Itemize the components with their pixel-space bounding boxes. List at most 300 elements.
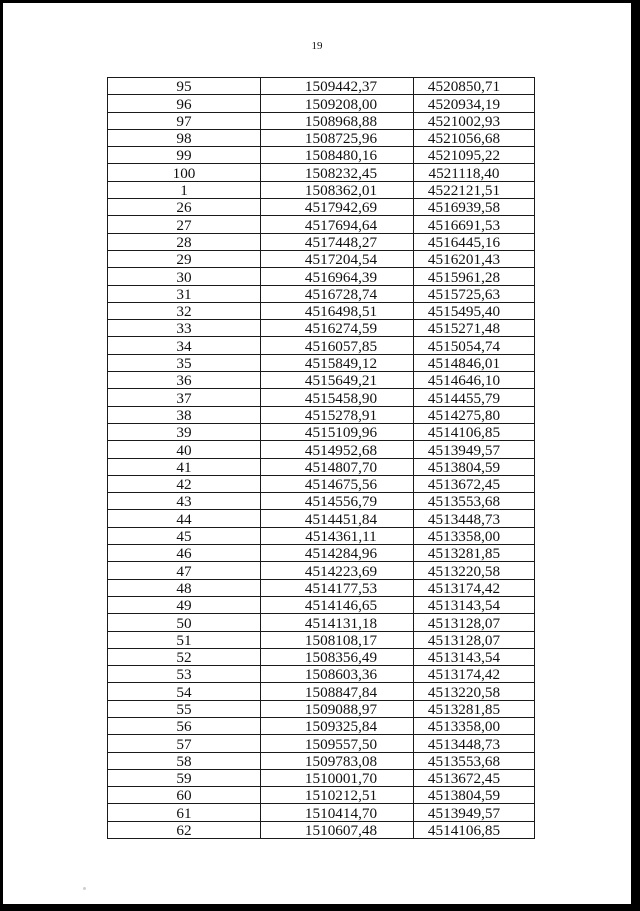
y-coordinate-cell-text: 4520934,19 <box>427 95 501 113</box>
point-number-cell-text: 1 <box>180 182 188 199</box>
table-row <box>108 717 535 734</box>
point-number-cell <box>108 717 261 734</box>
y-coordinate-cell-text: 4513220,58 <box>427 562 501 580</box>
coordinates-table <box>107 77 535 839</box>
point-number-cell-text: 33 <box>176 320 192 337</box>
y-coordinate-cell <box>414 769 535 786</box>
y-coordinate-cell <box>414 735 535 752</box>
point-number-cell <box>108 493 261 510</box>
y-coordinate-cell-text: 4513672,45 <box>427 770 501 787</box>
point-number-cell-text: 100 <box>172 164 196 182</box>
table-row <box>108 78 535 95</box>
y-coordinate-cell <box>414 441 535 458</box>
point-number-cell <box>108 700 261 717</box>
table-row <box>108 181 535 198</box>
point-number-cell-text: 56 <box>176 718 192 735</box>
y-coordinate-cell-text: 4513949,57 <box>427 804 501 822</box>
x-coordinate-cell-text: 1509783,08 <box>304 752 378 770</box>
y-coordinate-cell <box>414 268 535 285</box>
point-number-cell-text: 41 <box>176 458 192 476</box>
x-coordinate-cell <box>261 545 414 562</box>
point-number-cell <box>108 78 261 95</box>
table-row <box>108 804 535 821</box>
x-coordinate-cell <box>261 700 414 717</box>
y-coordinate-cell <box>414 302 535 319</box>
x-coordinate-cell-text: 1509442,37 <box>304 78 378 95</box>
y-coordinate-cell <box>414 78 535 95</box>
table-row <box>108 579 535 596</box>
point-number-cell <box>108 250 261 267</box>
x-coordinate-cell <box>261 579 414 596</box>
point-number-cell <box>108 683 261 700</box>
point-number-cell <box>108 631 261 648</box>
x-coordinate-cell <box>261 268 414 285</box>
point-number-cell <box>108 441 261 458</box>
x-coordinate-cell <box>261 233 414 250</box>
table-row <box>108 233 535 250</box>
point-number-cell <box>108 354 261 371</box>
x-coordinate-cell <box>261 95 414 112</box>
point-number-cell-text: 96 <box>176 95 192 113</box>
point-number-cell <box>108 804 261 821</box>
table-row <box>108 596 535 613</box>
table-row <box>108 683 535 700</box>
y-coordinate-cell <box>414 579 535 596</box>
y-coordinate-cell-text: 4513358,00 <box>427 528 501 545</box>
y-coordinate-cell-text: 4513128,07 <box>427 614 501 631</box>
x-coordinate-cell <box>261 354 414 371</box>
y-coordinate-cell-text: 4513804,59 <box>427 458 501 476</box>
x-coordinate-cell-text: 4514177,53 <box>304 579 378 597</box>
x-coordinate-cell <box>261 181 414 198</box>
point-number-cell-text: 37 <box>176 389 192 407</box>
y-coordinate-cell <box>414 112 535 129</box>
point-number-cell <box>108 199 261 216</box>
y-coordinate-cell <box>414 285 535 302</box>
point-number-cell-text: 26 <box>176 199 192 216</box>
y-coordinate-cell <box>414 804 535 821</box>
x-coordinate-cell-text: 4517204,54 <box>304 251 378 268</box>
point-number-cell <box>108 164 261 181</box>
point-number-cell <box>108 181 261 198</box>
table-row <box>108 648 535 665</box>
x-coordinate-cell-text: 4514284,96 <box>304 545 378 562</box>
table-row <box>108 493 535 510</box>
y-coordinate-cell-text: 4521118,40 <box>428 164 500 182</box>
y-coordinate-cell-text: 4513553,68 <box>427 493 501 510</box>
point-number-cell-text: 39 <box>176 424 192 441</box>
table-row <box>108 631 535 648</box>
y-coordinate-cell-text: 4521056,68 <box>427 130 501 147</box>
x-coordinate-cell-text: 4514675,56 <box>304 476 378 493</box>
point-number-cell <box>108 302 261 319</box>
y-coordinate-cell <box>414 216 535 233</box>
x-coordinate-cell-text: 4516274,59 <box>304 320 378 337</box>
point-number-cell-text: 29 <box>176 251 192 268</box>
table-row <box>108 769 535 786</box>
y-coordinate-cell-text: 4513448,73 <box>427 510 501 528</box>
table-row <box>108 112 535 129</box>
table-row <box>108 95 535 112</box>
table-row <box>108 372 535 389</box>
y-coordinate-cell <box>414 233 535 250</box>
y-coordinate-cell <box>414 372 535 389</box>
point-number-cell-text: 54 <box>176 683 192 701</box>
point-number-cell <box>108 527 261 544</box>
x-coordinate-cell-text: 1509557,50 <box>304 735 378 753</box>
point-number-cell <box>108 406 261 423</box>
x-coordinate-cell <box>261 510 414 527</box>
x-coordinate-cell-text: 4515109,96 <box>304 424 378 441</box>
x-coordinate-cell <box>261 458 414 475</box>
point-number-cell <box>108 545 261 562</box>
y-coordinate-cell <box>414 527 535 544</box>
x-coordinate-cell-text: 1508108,17 <box>304 631 378 649</box>
y-coordinate-cell-text: 4516691,53 <box>427 216 501 234</box>
x-coordinate-cell <box>261 216 414 233</box>
point-number-cell-text: 47 <box>176 562 192 580</box>
x-coordinate-cell-text: 1508847,84 <box>304 683 378 701</box>
x-coordinate-cell-text: 4515849,12 <box>304 355 378 372</box>
y-coordinate-cell-text: 4516201,43 <box>427 251 501 268</box>
y-coordinate-cell <box>414 752 535 769</box>
x-coordinate-cell-text: 4514223,69 <box>304 562 378 580</box>
point-number-cell-text: 55 <box>176 700 192 718</box>
y-coordinate-cell-text: 4513281,85 <box>427 545 501 562</box>
point-number-cell-text: 98 <box>176 130 192 147</box>
y-coordinate-cell-text: 4513174,42 <box>427 579 501 597</box>
x-coordinate-cell <box>261 648 414 665</box>
table-row <box>108 147 535 164</box>
y-coordinate-cell-text: 4513358,00 <box>427 718 501 735</box>
point-number-cell <box>108 735 261 752</box>
table-row <box>108 406 535 423</box>
point-number-cell <box>108 285 261 302</box>
y-coordinate-cell <box>414 423 535 440</box>
point-number-cell-text: 46 <box>176 545 192 562</box>
table-row <box>108 821 535 838</box>
table-row <box>108 510 535 527</box>
y-coordinate-cell-text: 4513143,54 <box>427 649 501 666</box>
point-number-cell <box>108 821 261 838</box>
table-row <box>108 545 535 562</box>
x-coordinate-cell-text: 4516728,74 <box>304 285 378 303</box>
y-coordinate-cell <box>414 250 535 267</box>
x-coordinate-cell <box>261 717 414 734</box>
y-coordinate-cell <box>414 475 535 492</box>
x-coordinate-cell <box>261 129 414 146</box>
y-coordinate-cell <box>414 648 535 665</box>
x-coordinate-cell <box>261 614 414 631</box>
point-number-cell-text: 28 <box>176 233 192 251</box>
y-coordinate-cell-text: 4513143,54 <box>427 597 501 614</box>
point-number-cell-text: 60 <box>176 787 192 804</box>
y-coordinate-cell-text: 4520850,71 <box>427 78 501 95</box>
point-number-cell <box>108 423 261 440</box>
point-number-cell <box>108 147 261 164</box>
table-row <box>108 458 535 475</box>
table-row <box>108 441 535 458</box>
y-coordinate-cell-text: 4522121,51 <box>427 182 501 199</box>
y-coordinate-cell <box>414 95 535 112</box>
page-number: 19 <box>311 40 323 52</box>
x-coordinate-cell-text: 1508480,16 <box>304 147 378 164</box>
point-number-cell-text: 42 <box>176 476 192 493</box>
x-coordinate-cell <box>261 147 414 164</box>
point-number-cell <box>108 216 261 233</box>
y-coordinate-cell <box>414 631 535 648</box>
x-coordinate-cell <box>261 320 414 337</box>
point-number-cell-text: 27 <box>176 216 192 234</box>
y-coordinate-cell-text: 4515271,48 <box>427 320 501 337</box>
x-coordinate-cell-text: 4515278,91 <box>304 406 378 424</box>
point-number-cell-text: 32 <box>176 303 192 320</box>
y-coordinate-cell-text: 4514106,85 <box>427 424 501 441</box>
y-coordinate-cell-text: 4516445,16 <box>427 233 501 251</box>
point-number-cell-text: 95 <box>176 78 192 95</box>
point-number-cell-text: 40 <box>176 441 192 459</box>
x-coordinate-cell-text: 4516498,51 <box>304 303 378 320</box>
x-coordinate-cell <box>261 441 414 458</box>
point-number-cell <box>108 112 261 129</box>
table-row <box>108 250 535 267</box>
table-row <box>108 562 535 579</box>
x-coordinate-cell <box>261 78 414 95</box>
x-coordinate-cell <box>261 389 414 406</box>
x-coordinate-cell-text: 1509208,00 <box>304 95 378 113</box>
y-coordinate-cell <box>414 614 535 631</box>
table-row <box>108 216 535 233</box>
x-coordinate-cell-text: 4514361,11 <box>305 528 377 545</box>
point-number-cell <box>108 614 261 631</box>
x-coordinate-cell-text: 4516964,39 <box>304 268 378 286</box>
x-coordinate-cell <box>261 250 414 267</box>
x-coordinate-cell <box>261 112 414 129</box>
x-coordinate-cell <box>261 804 414 821</box>
point-number-cell <box>108 787 261 804</box>
x-coordinate-cell-text: 1509325,84 <box>304 718 378 735</box>
x-coordinate-cell-text: 4514451,84 <box>304 510 378 528</box>
y-coordinate-cell-text: 4514646,10 <box>427 372 501 389</box>
point-number-cell-text: 49 <box>176 597 192 614</box>
point-number-cell <box>108 510 261 527</box>
x-coordinate-cell <box>261 631 414 648</box>
y-coordinate-cell <box>414 562 535 579</box>
point-number-cell-text: 99 <box>176 147 192 164</box>
x-coordinate-cell-text: 4514146,65 <box>304 597 378 614</box>
x-coordinate-cell <box>261 302 414 319</box>
point-number-cell-text: 35 <box>176 355 192 372</box>
y-coordinate-cell-text: 4515961,28 <box>427 268 501 286</box>
point-number-cell-text: 61 <box>176 804 192 822</box>
x-coordinate-cell <box>261 752 414 769</box>
x-coordinate-cell-text: 4515649,21 <box>304 372 378 389</box>
point-number-cell <box>108 562 261 579</box>
table-row <box>108 302 535 319</box>
point-number-cell <box>108 389 261 406</box>
y-coordinate-cell <box>414 181 535 198</box>
point-number-cell-text: 97 <box>176 112 192 130</box>
x-coordinate-cell-text: 1508603,36 <box>304 666 378 683</box>
x-coordinate-cell <box>261 337 414 354</box>
point-number-cell <box>108 320 261 337</box>
x-coordinate-cell-text: 1510414,70 <box>304 804 378 822</box>
point-number-cell <box>108 95 261 112</box>
x-coordinate-cell <box>261 423 414 440</box>
x-coordinate-cell-text: 1510607,48 <box>304 822 378 839</box>
x-coordinate-cell-text: 1508968,88 <box>304 112 378 130</box>
x-coordinate-cell-text: 4517942,69 <box>304 199 378 216</box>
y-coordinate-cell-text: 4513448,73 <box>427 735 501 753</box>
table-row <box>108 320 535 337</box>
y-coordinate-cell-text: 4513553,68 <box>427 752 501 770</box>
x-coordinate-cell <box>261 821 414 838</box>
x-coordinate-cell <box>261 527 414 544</box>
x-coordinate-cell <box>261 372 414 389</box>
y-coordinate-cell <box>414 821 535 838</box>
point-number-cell <box>108 769 261 786</box>
x-coordinate-cell-text: 1509088,97 <box>304 700 378 718</box>
y-coordinate-cell <box>414 320 535 337</box>
table-row <box>108 527 535 544</box>
table-row <box>108 268 535 285</box>
point-number-cell-text: 43 <box>176 493 192 510</box>
point-number-cell-text: 34 <box>176 337 192 355</box>
y-coordinate-cell-text: 4515495,40 <box>427 303 501 320</box>
y-coordinate-cell-text: 4513174,42 <box>427 666 501 683</box>
y-coordinate-cell-text: 4521002,93 <box>427 112 501 130</box>
x-coordinate-cell-text: 1510001,70 <box>304 770 378 787</box>
x-coordinate-cell-text: 1508356,49 <box>304 649 378 666</box>
point-number-cell <box>108 596 261 613</box>
x-coordinate-cell-text: 4517448,27 <box>304 233 378 251</box>
x-coordinate-cell-text: 4516057,85 <box>304 337 378 355</box>
y-coordinate-cell-text: 4516939,58 <box>427 199 501 216</box>
x-coordinate-cell-text: 1508725,96 <box>304 130 378 147</box>
y-coordinate-cell-text: 4514455,79 <box>427 389 501 407</box>
y-coordinate-cell <box>414 389 535 406</box>
point-number-cell-text: 45 <box>176 528 192 545</box>
y-coordinate-cell-text: 4513804,59 <box>427 787 501 804</box>
x-coordinate-cell <box>261 683 414 700</box>
table-row <box>108 354 535 371</box>
y-coordinate-cell <box>414 458 535 475</box>
y-coordinate-cell <box>414 406 535 423</box>
y-coordinate-cell <box>414 787 535 804</box>
point-number-cell-text: 38 <box>176 406 192 424</box>
point-number-cell-text: 53 <box>176 666 192 683</box>
point-number-cell-text: 36 <box>176 372 192 389</box>
point-number-cell <box>108 579 261 596</box>
table-row <box>108 389 535 406</box>
y-coordinate-cell <box>414 354 535 371</box>
y-coordinate-cell <box>414 337 535 354</box>
table-row <box>108 423 535 440</box>
table-row <box>108 129 535 146</box>
y-coordinate-cell <box>414 129 535 146</box>
x-coordinate-cell <box>261 596 414 613</box>
table-row <box>108 735 535 752</box>
y-coordinate-cell <box>414 683 535 700</box>
x-coordinate-cell <box>261 666 414 683</box>
x-coordinate-cell <box>261 406 414 423</box>
x-coordinate-cell <box>261 787 414 804</box>
y-coordinate-cell-text: 4515054,74 <box>427 337 501 355</box>
point-number-cell-text: 57 <box>176 735 192 753</box>
x-coordinate-cell-text: 1508362,01 <box>304 182 378 199</box>
point-number-cell-text: 51 <box>176 631 192 649</box>
x-coordinate-cell <box>261 735 414 752</box>
table-row <box>108 337 535 354</box>
y-coordinate-cell <box>414 666 535 683</box>
x-coordinate-cell <box>261 562 414 579</box>
point-number-cell <box>108 648 261 665</box>
point-number-cell-text: 62 <box>176 822 192 839</box>
x-coordinate-cell-text: 4514807,70 <box>304 458 378 476</box>
point-number-cell <box>108 372 261 389</box>
point-number-cell <box>108 666 261 683</box>
x-coordinate-cell-text: 4514556,79 <box>304 493 378 510</box>
x-coordinate-cell <box>261 475 414 492</box>
x-coordinate-cell <box>261 285 414 302</box>
y-coordinate-cell <box>414 164 535 181</box>
y-coordinate-cell <box>414 545 535 562</box>
y-coordinate-cell-text: 4521095,22 <box>427 147 501 164</box>
x-coordinate-cell-text: 4517694,64 <box>304 216 378 234</box>
point-number-cell <box>108 129 261 146</box>
y-coordinate-cell <box>414 147 535 164</box>
table-row <box>108 199 535 216</box>
point-number-cell <box>108 337 261 354</box>
x-coordinate-cell <box>261 769 414 786</box>
table-row <box>108 475 535 492</box>
x-coordinate-cell-text: 1510212,51 <box>304 787 378 804</box>
y-coordinate-cell-text: 4514846,01 <box>427 355 501 372</box>
y-coordinate-cell-text: 4514106,85 <box>427 822 501 839</box>
point-number-cell-text: 58 <box>176 752 192 770</box>
y-coordinate-cell <box>414 493 535 510</box>
point-number-cell <box>108 233 261 250</box>
coordinates-table-body <box>108 78 535 839</box>
point-number-cell-text: 31 <box>176 285 192 303</box>
point-number-cell-text: 30 <box>176 268 192 286</box>
x-coordinate-cell-text: 1508232,45 <box>304 164 378 182</box>
point-number-cell-text: 59 <box>176 770 192 787</box>
document-page <box>3 3 631 904</box>
y-coordinate-cell <box>414 199 535 216</box>
point-number-cell <box>108 752 261 769</box>
y-coordinate-cell-text: 4514275,80 <box>427 406 501 424</box>
x-coordinate-cell-text: 4515458,90 <box>304 389 378 407</box>
x-coordinate-cell <box>261 164 414 181</box>
table-row <box>108 614 535 631</box>
y-coordinate-cell <box>414 596 535 613</box>
point-number-cell-text: 52 <box>176 649 192 666</box>
table-row <box>108 164 535 181</box>
y-coordinate-cell-text: 4513949,57 <box>427 441 501 459</box>
y-coordinate-cell-text: 4513281,85 <box>427 700 501 718</box>
y-coordinate-cell <box>414 700 535 717</box>
table-row <box>108 700 535 717</box>
point-number-cell-text: 50 <box>176 614 192 631</box>
x-coordinate-cell-text: 4514131,18 <box>304 614 378 631</box>
y-coordinate-cell-text: 4513128,07 <box>427 631 501 649</box>
y-coordinate-cell <box>414 510 535 527</box>
x-coordinate-cell <box>261 493 414 510</box>
table-row <box>108 787 535 804</box>
scan-speck <box>83 887 86 890</box>
point-number-cell <box>108 458 261 475</box>
